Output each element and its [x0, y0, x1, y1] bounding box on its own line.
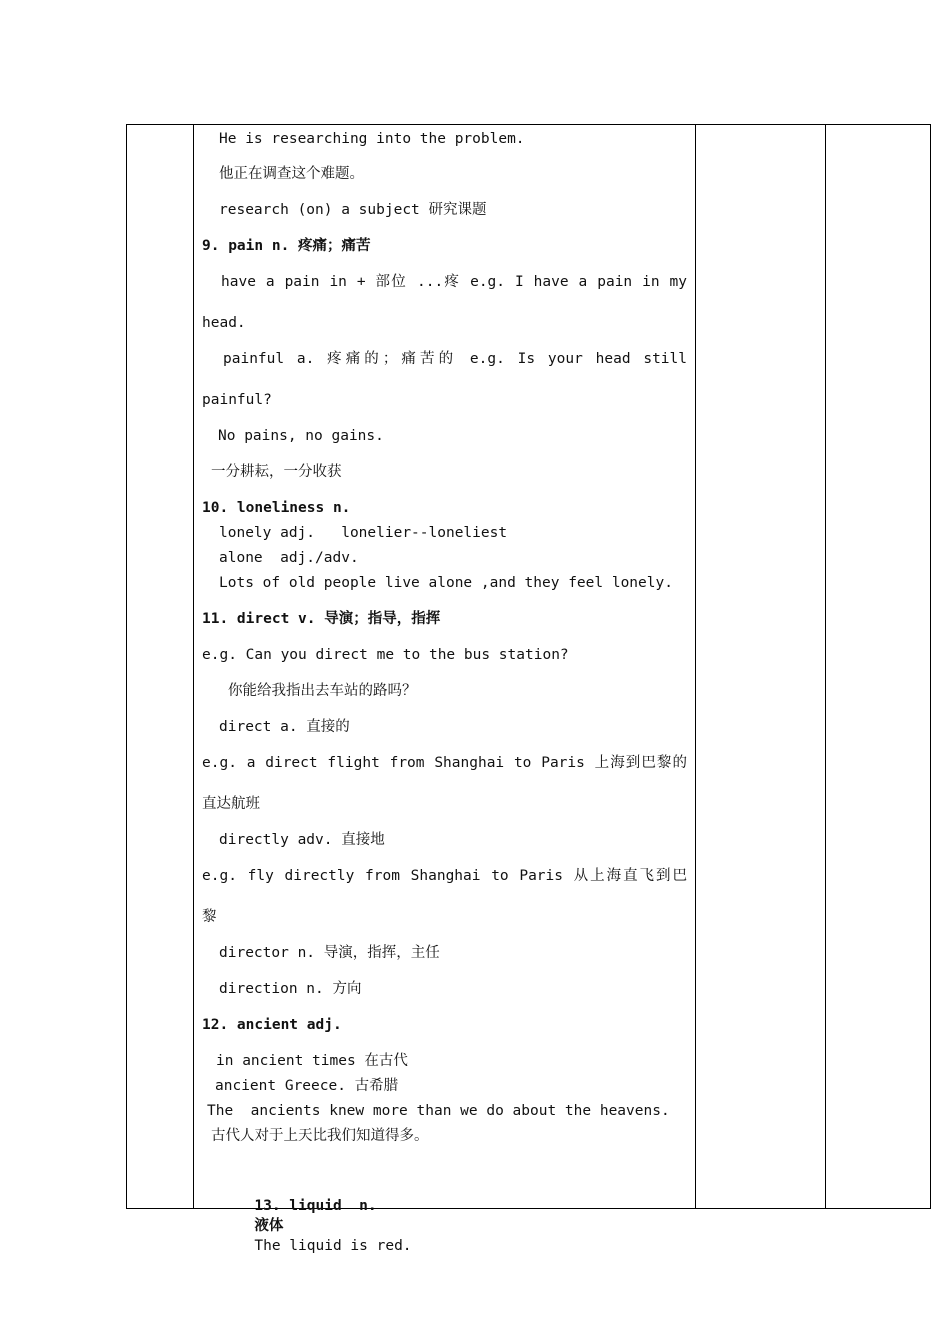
column-divider-2	[695, 125, 696, 1208]
word-form: alone adj./adv.	[219, 550, 359, 566]
phrase: painful a. 疼痛的；痛苦的 e.g. Is your head still	[223, 351, 687, 367]
word-form: direct a. 直接的	[219, 719, 350, 735]
column-divider-3	[825, 125, 826, 1208]
phrase: have a pain in + 部位 ...疼 e.g. I have a pain in my	[221, 274, 687, 290]
example-sentence: The liquid is red.	[254, 1238, 412, 1254]
example-sentence: Lots of old people live alone ,and they feel lonely.	[219, 575, 673, 591]
word-form: directly adv. 直接地	[219, 832, 385, 848]
translation: 他正在调查这个难题。	[219, 166, 364, 182]
vocab-heading-loneliness: 10. loneliness n.	[202, 500, 351, 516]
translation: 你能给我指出去车站的路吗？	[228, 683, 417, 699]
word-form: lonely adj. lonelier--loneliest	[219, 525, 508, 541]
proverb: No pains, no gains.	[218, 428, 384, 444]
column-divider-1	[193, 125, 194, 1208]
phrase: research (on) a subject 研究课题	[219, 202, 487, 218]
translation-continued: 黎	[202, 909, 217, 925]
translation: 一分耕耘，一分收获	[211, 464, 342, 480]
vocab-meaning-liquid: 液体	[254, 1218, 284, 1234]
translation-continued: 直达航班	[202, 796, 260, 812]
example-sentence: The ancients knew more than we do about the heavens.	[207, 1103, 670, 1119]
vocab-heading-pain: 9. pain n. 疼痛；痛苦	[202, 238, 371, 254]
translation: 古代人对于上天比我们知道得多。	[211, 1128, 429, 1144]
example-sentence: He is researching into the problem.	[219, 131, 525, 147]
example-sentence: e.g. Can you direct me to the bus station?	[202, 647, 569, 663]
vocab-heading-direct: 11. direct v. 导演；指导，指挥	[202, 611, 441, 627]
phrase-continued: head.	[202, 315, 246, 331]
word-form: direction n. 方向	[219, 981, 362, 997]
vocab-heading-ancient: 12. ancient adj.	[202, 1017, 342, 1033]
vocab-entry-liquid	[202, 1176, 412, 1276]
vocab-heading-liquid: 13. liquid n.	[254, 1198, 377, 1214]
word-form: director n. 导演，指挥，主任	[219, 945, 440, 961]
example-sentence: e.g. a direct flight from Shanghai to Paris 上海到巴黎的	[202, 755, 687, 771]
phrase: in ancient times 在古代	[216, 1053, 408, 1069]
phrase-continued: painful?	[202, 392, 272, 408]
example-sentence: e.g. fly directly from Shanghai to Paris 从上海直飞到巴	[202, 868, 687, 884]
lesson-table	[126, 124, 931, 1254]
phrase: ancient Greece. 古希腊	[215, 1078, 399, 1094]
